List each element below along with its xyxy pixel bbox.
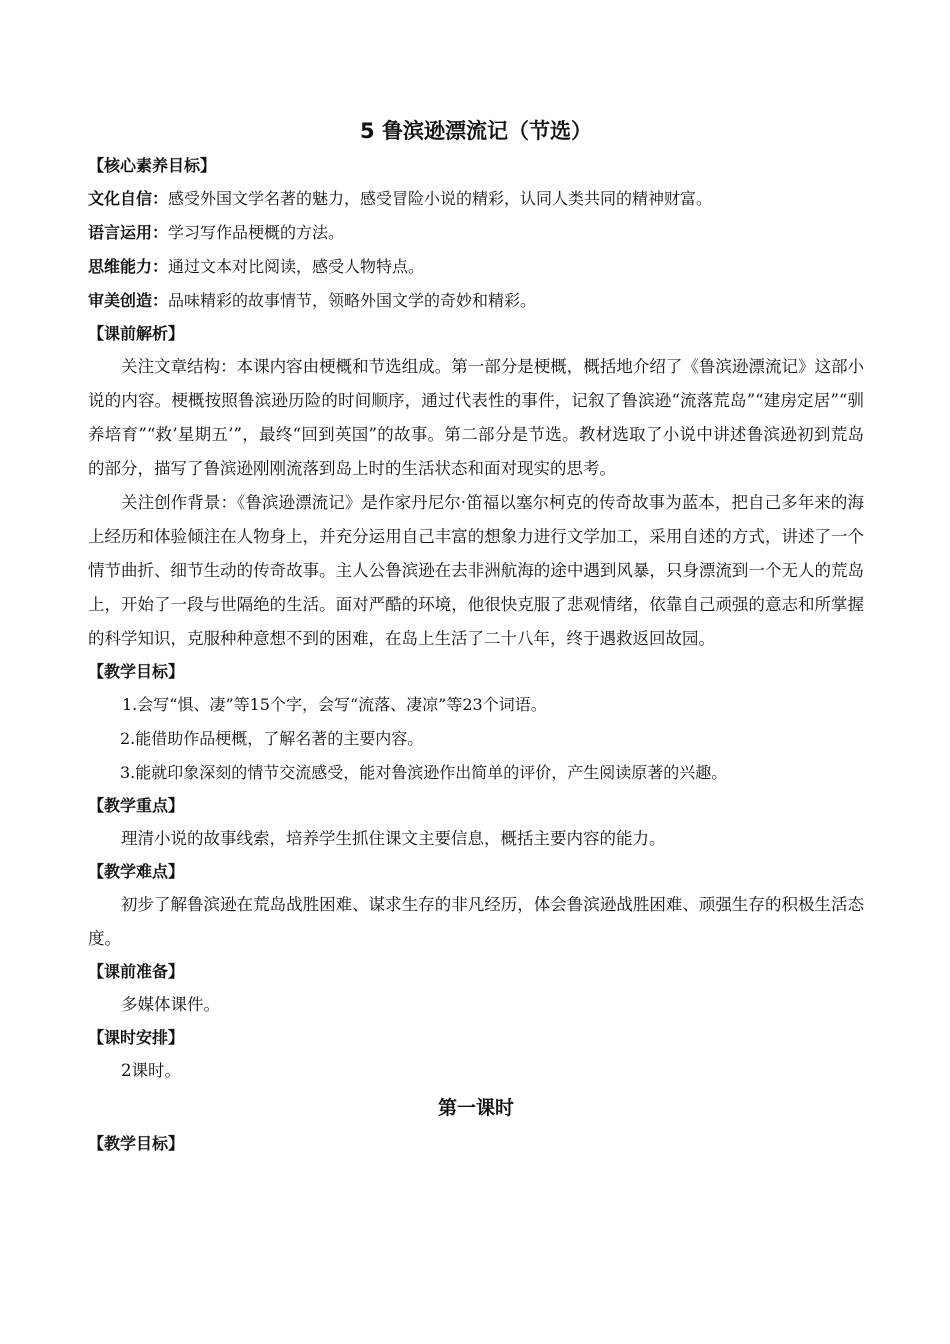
lesson-one-title: 第一课时 — [437, 1097, 514, 1119]
core-goal-label: 语言运用： — [88, 223, 169, 242]
key-points-heading: 【教学重点】 — [88, 796, 185, 815]
core-goal-item — [88, 250, 864, 284]
document-title: 5 鲁滨逊漂流记（节选） — [360, 119, 592, 143]
teaching-goal-item: 3.能就印象深刻的情节交流感受，能对鲁滨逊作出简单的评价，产生阅读原著的兴趣。 — [120, 763, 728, 782]
core-goals-heading: 【核心素养目标】 — [88, 156, 217, 175]
core-goal-text: 通过文本对比阅读，感受人物特点。 — [168, 257, 425, 276]
schedule-text: 2课时。 — [121, 1061, 181, 1080]
schedule-heading: 【课时安排】 — [88, 1028, 185, 1047]
core-goal-label: 审美创造： — [88, 291, 169, 310]
teaching-goals-heading: 【教学目标】 — [88, 662, 185, 681]
core-goal-label: 文化自信： — [88, 189, 169, 208]
analysis-paragraph: 关注文章结构：本课内容由梗概和节选组成。第一部分是梗概，概括地介绍了《鲁滨逊漂流记》这部小说的内容。梗概按照鲁滨逊历险的时间顺序，通过代表性的事件，记叙了鲁滨逊“流落荒岛”“建房定居”“驯养培育”“救’星期五’”，最终“回到英国”的故事。第二部分是节选。教材选取了小说中讲述鲁滨逊初到荒岛的部分，描写了鲁滨逊刚刚流落到岛上时的生活状态和面对现实的思考。 — [88, 357, 864, 478]
analysis-paragraph: 关注创作背景：《鲁滨逊漂流记》是作家丹尼尔·笛福以塞尔柯克的传奇故事为蓝本，把自己多年来的海上经历和体验倾注在人物身上，并充分运用自己丰富的想象力进行文学加工，采用自述的方式，讲述了一个情节曲折、细节生动的传奇故事。主人公鲁滨逊在去非洲航海的途中遇到风暴，只身漂流到一个无人的荒岛上，开始了一段与世隔绝的生活。面对严酷的环境，他很快克服了悲观情绪，依靠自己顽强的意志和所掌握的科学知识，克服种种意想不到的困难，在岛上生活了二十八年，终于遇救返回故园。 — [88, 493, 864, 648]
teaching-goal-item: 2.能借助作品梗概，了解名著的主要内容。 — [120, 729, 424, 748]
core-goal-item — [88, 284, 864, 318]
core-goal-item — [88, 182, 864, 216]
core-goal-label: 思维能力： — [88, 257, 169, 276]
core-goal-text: 品味精彩的故事情节，领略外国文学的奇妙和精彩。 — [168, 291, 537, 310]
difficulties-text: 初步了解鲁滨逊在荒岛战胜困难、谋求生存的非凡经历，体会鲁滨逊战胜困难、顽强生存的积极生活态度。 — [88, 895, 864, 948]
document-page — [88, 112, 864, 1160]
lesson-one-goals-heading: 【教学目标】 — [88, 1134, 185, 1153]
analysis-heading: 【课前解析】 — [88, 324, 185, 343]
core-goal-text: 学习写作品梗概的方法。 — [168, 223, 345, 242]
teaching-goal-item: 1.会写“惧、凄”等15个字，会写“流落、凄凉”等23个词语。 — [122, 695, 547, 714]
key-points-text: 理清小说的故事线索，培养学生抓住课文主要信息，概括主要内容的能力。 — [121, 829, 666, 848]
core-goal-text: 感受外国文学名著的魅力，感受冒险小说的精彩，认同人类共同的精神财富。 — [168, 189, 713, 208]
difficulties-heading: 【教学难点】 — [88, 862, 185, 881]
preparation-text: 多媒体课件。 — [121, 995, 220, 1014]
core-goal-item — [88, 216, 864, 250]
preparation-heading: 【课前准备】 — [88, 962, 185, 981]
